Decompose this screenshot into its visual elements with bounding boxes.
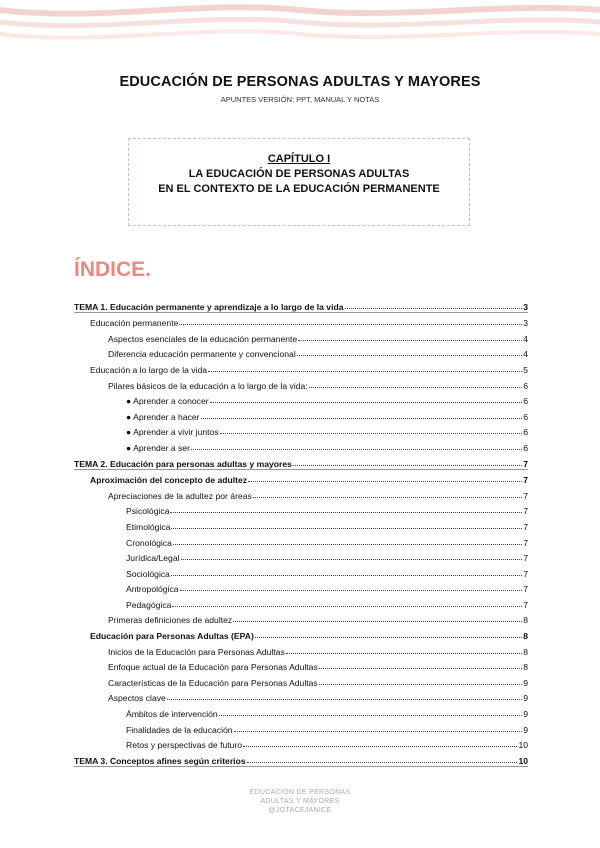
- toc-dot-leader: [309, 387, 523, 388]
- toc-entry[interactable]: [74, 657, 528, 673]
- footer-line: EDUCACIÓN DE PERSONAS: [249, 789, 351, 796]
- toc-entry-label: Cronológica: [126, 537, 172, 548]
- toc-entry-label: Ámbitos de intervención: [126, 709, 218, 720]
- toc-entry[interactable]: [74, 344, 528, 360]
- toc-entry-label: Aproximación del concepto de adultez: [90, 475, 248, 486]
- toc-entry[interactable]: [74, 485, 528, 501]
- toc-dot-leader: [255, 637, 522, 638]
- toc-entry[interactable]: [74, 532, 528, 548]
- toc-entry-label: TEMA 2. Educación para personas adultas y mayores: [74, 458, 292, 469]
- toc-entry[interactable]: [74, 735, 528, 751]
- document-subtitle: APUNTES VERSIÓN: PPT, MANUAL Y NOTAS: [220, 95, 380, 104]
- toc-entry-label: Finalidades de la educación: [126, 724, 233, 735]
- toc-entry-label: ● Aprender a ser: [126, 442, 190, 453]
- toc-page-number: 7: [523, 553, 528, 564]
- toc-entry[interactable]: [74, 548, 528, 564]
- toc-entry-label: Educación permanente: [90, 318, 179, 329]
- toc-page-number: 6: [523, 411, 528, 422]
- toc-dot-leader: [319, 668, 522, 669]
- toc-dot-leader: [208, 371, 522, 372]
- toc-entry[interactable]: [74, 750, 528, 767]
- toc-entry-label: Pedagógica: [126, 599, 172, 610]
- toc-page-number: 9: [523, 709, 528, 720]
- toc-entry-label: Etimológica: [126, 521, 171, 532]
- toc-entry-label: Características de la Educación para Personas Adultas: [108, 677, 318, 688]
- toc-dot-leader: [220, 433, 523, 434]
- toc-entry-label: Sociológica: [126, 568, 170, 579]
- toc-dot-leader: [181, 559, 523, 560]
- toc-dot-leader: [170, 512, 522, 513]
- toc-page-number: 9: [523, 724, 528, 735]
- toc-entry-label: TEMA 3. Conceptos afines según criterios: [74, 755, 246, 766]
- toc-page-number: 7: [523, 490, 528, 501]
- toc-dot-leader: [345, 308, 523, 309]
- toc-entry-label: ● Aprender a hacer: [126, 411, 200, 422]
- toc-entry[interactable]: [74, 641, 528, 657]
- toc-entry[interactable]: [74, 296, 528, 313]
- toc-page-number: 3: [523, 301, 528, 312]
- toc-entry[interactable]: [74, 359, 528, 375]
- toc-entry[interactable]: [74, 594, 528, 610]
- index-heading: ÍNDICE.: [74, 258, 152, 281]
- toc-page-number: 10: [518, 755, 528, 766]
- chapter-box: [128, 138, 470, 226]
- toc-entry[interactable]: [74, 688, 528, 704]
- toc-entry-label: Jurídica/Legal: [126, 553, 180, 564]
- toc-page-number: 7: [523, 475, 528, 486]
- toc-page-number: 7: [523, 599, 528, 610]
- toc-page-number: 7: [523, 458, 528, 469]
- toc-dot-leader: [179, 324, 522, 325]
- document-title: EDUCACIÓN DE PERSONAS ADULTAS Y MAYORES: [119, 74, 481, 90]
- toc-page-number: 9: [523, 693, 528, 704]
- toc-page-number: 7: [523, 506, 528, 517]
- toc-entry-label: TEMA 1. Educación permanente y aprendizaje a lo largo de la vida: [74, 301, 344, 312]
- toc-dot-leader: [297, 355, 522, 356]
- toc-entry-label: Educación a lo largo de la vida: [90, 364, 208, 375]
- toc-dot-leader: [298, 340, 522, 341]
- toc-entry[interactable]: [74, 470, 528, 486]
- toc-entry-label: Psicológica: [126, 506, 170, 517]
- toc-entry[interactable]: [74, 375, 528, 391]
- toc-entry[interactable]: [74, 391, 528, 407]
- toc-page-number: 6: [523, 380, 528, 391]
- toc-dot-leader: [247, 762, 518, 763]
- toc-page-number: 4: [523, 333, 528, 344]
- toc-dot-leader: [234, 731, 523, 732]
- toc-entry[interactable]: [74, 625, 528, 641]
- toc-entry-label: Enfoque actual de la Educación para Personas Adultas: [108, 662, 318, 673]
- toc-page-number: 3: [523, 318, 528, 329]
- toc-page-number: 8: [523, 662, 528, 673]
- toc-page-number: 7: [523, 568, 528, 579]
- toc-page-number: 9: [523, 677, 528, 688]
- toc-entry-label: Antropológica: [126, 584, 179, 595]
- toc-page-number: 8: [523, 631, 528, 642]
- toc-dot-leader: [253, 497, 522, 498]
- decorative-wave-header: [0, 0, 600, 52]
- toc-entry-label: Pilares básicos de la educación a lo largo de la vida:: [108, 380, 308, 391]
- toc-dot-leader: [171, 528, 522, 529]
- toc-entry[interactable]: [74, 501, 528, 517]
- toc-dot-leader: [171, 575, 522, 576]
- toc-page-number: 7: [523, 537, 528, 548]
- toc-page-number: 6: [523, 396, 528, 407]
- toc-entry[interactable]: [74, 516, 528, 532]
- toc-entry[interactable]: [74, 703, 528, 719]
- toc-entry-label: Educación para Personas Adultas (EPA): [90, 631, 254, 642]
- table-of-contents: [74, 296, 528, 767]
- toc-dot-leader: [173, 544, 522, 545]
- toc-dot-leader: [233, 621, 522, 622]
- chapter-title-line1: LA EDUCACIÓN DE PERSONAS ADULTAS: [188, 168, 410, 180]
- chapter-title-line2: EN EL CONTEXTO DE LA EDUCACIÓN PERMANENTE: [158, 183, 440, 195]
- toc-dot-leader: [210, 402, 523, 403]
- toc-page-number: 7: [523, 521, 528, 532]
- toc-page-number: 8: [523, 615, 528, 626]
- toc-entry[interactable]: [74, 313, 528, 329]
- toc-dot-leader: [201, 418, 523, 419]
- toc-entry[interactable]: [74, 406, 528, 422]
- chapter-label: CAPÍTULO I: [267, 153, 331, 165]
- toc-page-number: 6: [523, 442, 528, 453]
- toc-entry-label: Inicios de la Educación para Personas Adultas: [108, 646, 285, 657]
- toc-dot-leader: [293, 465, 522, 466]
- toc-dot-leader: [167, 699, 522, 700]
- toc-entry-label: Diferencia educación permanente y convencional: [108, 349, 296, 360]
- toc-dot-leader: [248, 481, 522, 482]
- toc-page-number: 4: [523, 349, 528, 360]
- toc-entry[interactable]: [74, 610, 528, 626]
- toc-entry[interactable]: [74, 563, 528, 579]
- toc-page-number: 6: [523, 427, 528, 438]
- toc-dot-leader: [172, 606, 522, 607]
- toc-entry-label: Apreciaciones de la adultez por áreas: [108, 490, 252, 501]
- toc-dot-leader: [319, 684, 523, 685]
- toc-dot-leader: [243, 746, 517, 747]
- toc-entry-label: Aspectos esenciales de la educación permanente: [108, 333, 298, 344]
- footer-watermark: [0, 788, 600, 815]
- toc-entry[interactable]: [74, 579, 528, 595]
- toc-dot-leader: [180, 590, 523, 591]
- toc-entry[interactable]: [74, 672, 528, 688]
- toc-entry-label: Retos y perspectivas de futuro: [126, 740, 243, 751]
- toc-entry[interactable]: [74, 453, 528, 470]
- toc-entry-label: ● Aprender a vivir juntos: [126, 427, 219, 438]
- footer-line: ADULTAS Y MAYORES: [260, 798, 340, 805]
- toc-entry-label: Aspectos clave: [108, 693, 166, 704]
- toc-dot-leader: [191, 449, 522, 450]
- toc-entry-label: Primeras definiciones de adultez: [108, 615, 233, 626]
- toc-entry[interactable]: [74, 328, 528, 344]
- toc-dot-leader: [286, 653, 522, 654]
- toc-entry[interactable]: [74, 422, 528, 438]
- toc-entry[interactable]: [74, 437, 528, 453]
- toc-dot-leader: [219, 715, 523, 716]
- toc-entry[interactable]: [74, 719, 528, 735]
- toc-entry-label: ● Aprender a conocer: [126, 396, 209, 407]
- footer-line: @JOTACEJANICE: [268, 807, 332, 814]
- toc-page-number: 8: [523, 646, 528, 657]
- toc-page-number: 5: [523, 364, 528, 375]
- toc-page-number: 10: [518, 740, 528, 751]
- toc-page-number: 7: [523, 584, 528, 595]
